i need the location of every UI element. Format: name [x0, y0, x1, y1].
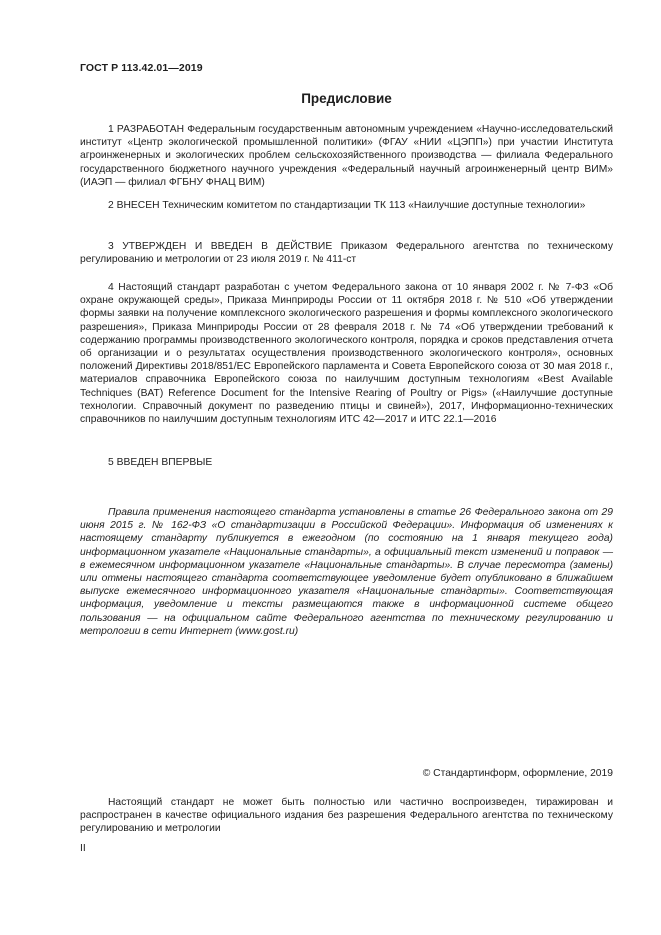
foreword-item-2: 2 ВНЕСЕН Техническим комитетом по стандартизации ТК 113 «Наилучшие доступные технологии»	[108, 200, 586, 211]
reproduction-notice: Настоящий стандарт не может быть полностью или частично воспроизведен, тиражирован и распространен в качестве официального издания без разрешения Федерального агентства по техническому регулированию и метрологии	[80, 797, 613, 835]
foreword-item-1: 1 РАЗРАБОТАН Федеральным государственным автономным учреждением «Научно-исследовательский институт «Центр экологической промышленной политики» (ФГАУ «НИИ «ЦЭПП») при участии Института агроинженерных и экологических проблем сельскохозяйственного производства — филиала Федерального государственного бюджетного научного учреждения «Федеральный научный агроинженерный центр ВИМ» (ИАЭП — филиал ФГБНУ ФНАЦ ВИМ)	[80, 124, 613, 188]
copyright-line: © Стандартинформ, оформление, 2019	[422, 768, 613, 779]
foreword-item-5: 5 ВВЕДЕН ВПЕРВЫЕ	[108, 457, 213, 468]
page-number: II	[80, 843, 86, 854]
section-title: Предисловие	[301, 91, 392, 106]
foreword-item-4: 4 Настоящий стандарт разработан с учетом Федерального закона от 10 января 2002 г. № 7-ФЗ «Об охране окружающей среды», Приказа Минприроды России от 11 октября 2018 г. № 510 «Об утверждении формы заявки на получение комплексного экологического разрешения и формы комплексного экологического разрешения», Приказа Минприроды России от 28 февраля 2018 г. № 74 «Об утверждении требований к содержанию программы производственного экологического контроля, порядка и сроков представления отчета об организации и о результатах осуществления производственного экологического контроля», основных положений Директивы 2018/851/ЕС Европейского парламента и Совета Европейского союза от 30 мая 2018 г., материалов справочника Европейского союза по наилучшим доступным технологиям «Best Available Techniques (BAT) Reference Document for the Intensive Rearing of Poultry or Pigs» («Наилучшие доступные технологии. Справочный документ по разведению птицы и свиней»), 2017, Информационно-технических справочников по наилучшим доступным технологиям ИТС 42—2017 и ИТС 22.1—2016	[80, 282, 613, 426]
standard-number-header: ГОСТ Р 113.42.01—2019	[80, 62, 203, 74]
foreword-item-3: 3 УТВЕРЖДЕН И ВВЕДЕН В ДЕЙСТВИЕ Приказом Федерального агентства по техническому регулированию и метрологии от 23 июля 2019 г. № 411-ст	[80, 241, 613, 266]
rules-notice: Правила применения настоящего стандарта установлены в статье 26 Федерального закона от 29 июня 2015 г. № 162-ФЗ «О стандартизации в Российской Федерации». Информация об изменениях к настоящему стандарту публикуется в ежегодном (по состоянию на 1 января текущего года) информационном указателе «Национальные стандарты», а официальный текст изменений и поправок — в ежемесячном информационном указателе «Национальные стандарты». В случае пересмотра (замены) или отмены настоящего стандарта соответствующее уведомление будет опубликовано в ближайшем выпуске ежемесячного информационного указателя «Национальные стандарты». Соответствующая информация, уведомление и тексты размещаются также в информационной системе общего пользования — на официальном сайте Федерального агентства по техническому регулированию и метрологии в сети Интернет (www.gost.ru)	[80, 507, 613, 637]
